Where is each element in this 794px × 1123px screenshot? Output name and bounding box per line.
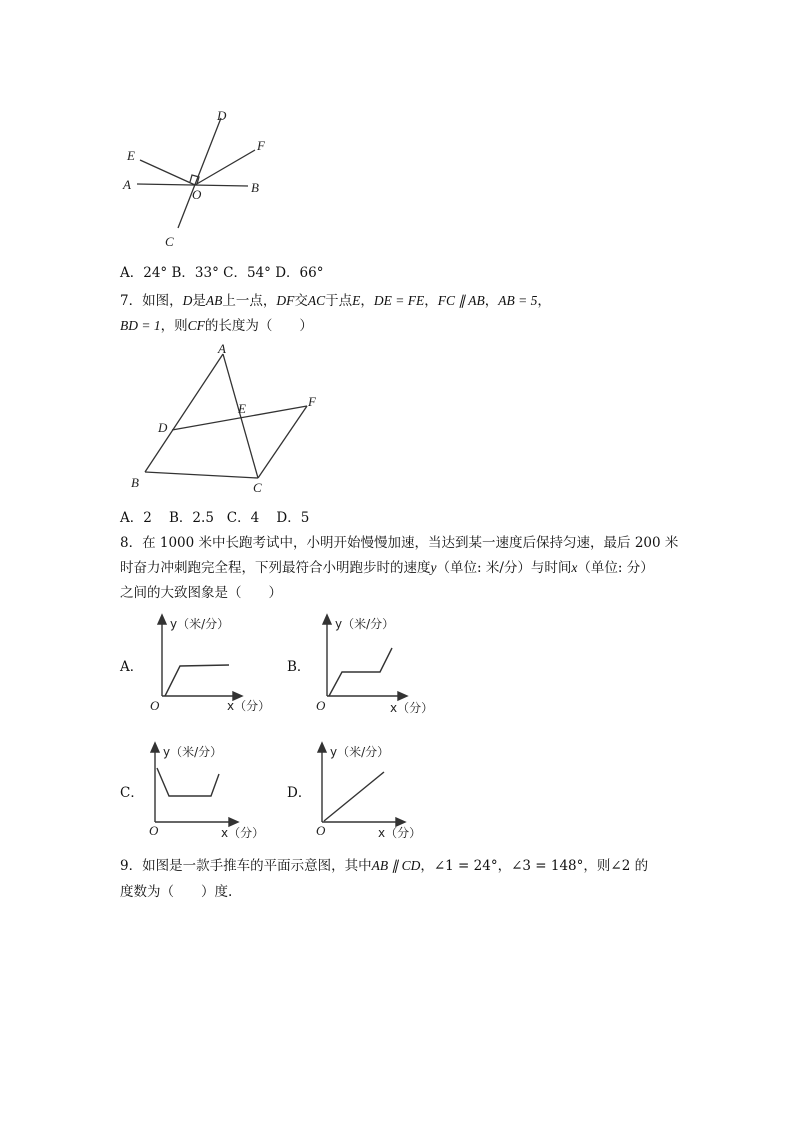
q7-label-d: D	[158, 420, 168, 435]
q8-option-b: B．	[287, 659, 311, 675]
q6-figure	[115, 100, 285, 252]
q7-u1: ，则	[160, 318, 188, 334]
q7-t5: DF	[276, 293, 295, 308]
q7-seg-bc	[145, 472, 258, 478]
q7-t10: ，	[360, 293, 374, 309]
q6-option-b: B．33°	[171, 265, 219, 281]
q6-label-c: C	[165, 234, 174, 249]
q8-d-y-arrow	[318, 743, 326, 752]
q8-graph-a	[145, 612, 280, 717]
q6-option-c: C．54°	[223, 265, 271, 281]
q8-b-x-label: x（分）	[390, 701, 434, 715]
q7-t16: ，	[537, 293, 551, 309]
q8-option-a: A．	[120, 659, 144, 675]
q8-d-x-arrow	[396, 818, 405, 826]
q6-label-b: B	[251, 180, 259, 195]
q7-u2: CF	[187, 318, 205, 333]
q8-l2-1: y	[430, 560, 437, 575]
q8-d-curve	[324, 772, 384, 821]
q8-option-d: D．	[287, 785, 312, 801]
q7-t8: 于点	[325, 293, 353, 309]
q7-t4: 上一点，	[222, 293, 277, 309]
q8-graph-c	[145, 738, 280, 843]
q6-label-a: A	[123, 177, 131, 192]
q8-l2-4: （单位: 分）	[577, 560, 654, 576]
q7-t7: AC	[307, 293, 326, 308]
q7-seg-ab	[145, 354, 223, 472]
q8-d-y-label: y（米/分）	[330, 745, 390, 759]
q6-ray-oe	[140, 160, 195, 185]
q8-c-x-label: x（分）	[221, 826, 265, 840]
q7-option-b: B．2.5	[169, 510, 214, 526]
q7-seg-fc	[258, 406, 307, 478]
q8-c-y-label: y（米/分）	[163, 745, 223, 759]
q8-b-y-label: y（米/分）	[335, 617, 395, 631]
q7-label-b: B	[131, 475, 139, 490]
q7-t2: 是	[192, 293, 206, 309]
q8-d-x-label: x（分）	[378, 826, 422, 840]
q8-b-curve	[329, 648, 392, 696]
q7-t0: 7．如图，	[120, 293, 183, 309]
q6-ray-of	[195, 150, 255, 185]
q7-u0: BD = 1	[120, 318, 161, 333]
q7-t3: AB	[205, 293, 223, 308]
q8-a-y-arrow	[158, 615, 166, 624]
q8-option-c: C．	[120, 785, 144, 801]
q8-text-line3: 之间的大致图象是（ ）	[120, 585, 282, 601]
q9-l1-6: ，则∠2 的	[583, 858, 649, 874]
q8-a-x-label: x（分）	[227, 699, 271, 713]
q9-l1-3: ∠1 = 24°	[433, 858, 498, 874]
q7-u3: 的长度为（ ）	[204, 318, 313, 334]
q7-options	[120, 508, 309, 528]
q7-t14: ，	[484, 293, 499, 309]
q6-label-o: O	[192, 187, 202, 202]
q6-label-e: E	[127, 148, 135, 163]
q7-label-e: E	[238, 401, 246, 416]
q8-b-x-arrow	[398, 692, 407, 700]
q8-l2-2: （单位: 米/分）与时间	[436, 560, 572, 576]
q7-t6: 交	[294, 293, 308, 309]
q8-c-origin: O	[149, 823, 159, 838]
q9-text-line1	[120, 856, 648, 876]
q7-text-line2	[120, 316, 313, 336]
q8-c-curve	[157, 768, 219, 796]
q7-t12: ，	[424, 293, 438, 309]
q7-t13: FC ∥ AB	[437, 293, 485, 308]
q8-c-y-arrow	[151, 743, 159, 752]
q9-l1-0: 9．如图是一款手推车的平面示意图，其中	[120, 858, 372, 874]
q7-t15: AB = 5	[498, 293, 538, 308]
q9-l1-5: ∠3 = 148°	[511, 858, 584, 874]
q8-a-curve	[165, 665, 229, 696]
q6-options	[120, 263, 323, 283]
q6-label-f: F	[257, 138, 265, 153]
q8-text-line2	[120, 558, 654, 578]
q8-b-y-arrow	[323, 615, 331, 624]
q8-d-origin: O	[316, 823, 326, 838]
q8-l2-0: 时奋力冲刺跑完全程，下列最符合小明跑步时的速度	[120, 560, 431, 576]
q6-label-d: D	[217, 108, 227, 123]
q8-c-x-arrow	[229, 818, 238, 826]
q8-text-line1: 8．在 1000 米中长跑考试中，小明开始慢慢加速，当达到某一速度后保持匀速，最后 200 米	[120, 535, 679, 551]
q7-figure	[125, 340, 335, 500]
q8-b-origin: O	[316, 698, 326, 713]
q8-graph-d	[312, 738, 447, 843]
q9-text-line2: 度数为（ ）度.	[120, 884, 233, 900]
q7-label-c: C	[253, 480, 262, 495]
q9-l1-4: ，	[497, 858, 512, 874]
q7-option-a: A．2	[120, 510, 152, 526]
q7-option-d: D．5	[276, 510, 310, 526]
q8-a-origin: O	[150, 698, 160, 713]
q7-t9: E	[352, 293, 361, 308]
q7-text-line1	[120, 291, 551, 311]
q6-option-d: D．66°	[275, 265, 324, 281]
q8-l2-3: x	[571, 560, 578, 575]
q7-option-c: C．4	[226, 510, 260, 526]
q9-l1-2: ，	[420, 858, 434, 874]
q7-t1: D	[182, 293, 193, 308]
q6-option-a: A．24°	[120, 265, 168, 281]
q8-a-y-label: y（米/分）	[170, 617, 230, 631]
q7-label-a: A	[218, 341, 226, 356]
q7-label-f: F	[308, 394, 316, 409]
q7-t11: DE = FE	[373, 293, 425, 308]
q9-l1-1: AB ∥ CD	[371, 858, 421, 873]
q8-graph-b	[312, 612, 447, 717]
